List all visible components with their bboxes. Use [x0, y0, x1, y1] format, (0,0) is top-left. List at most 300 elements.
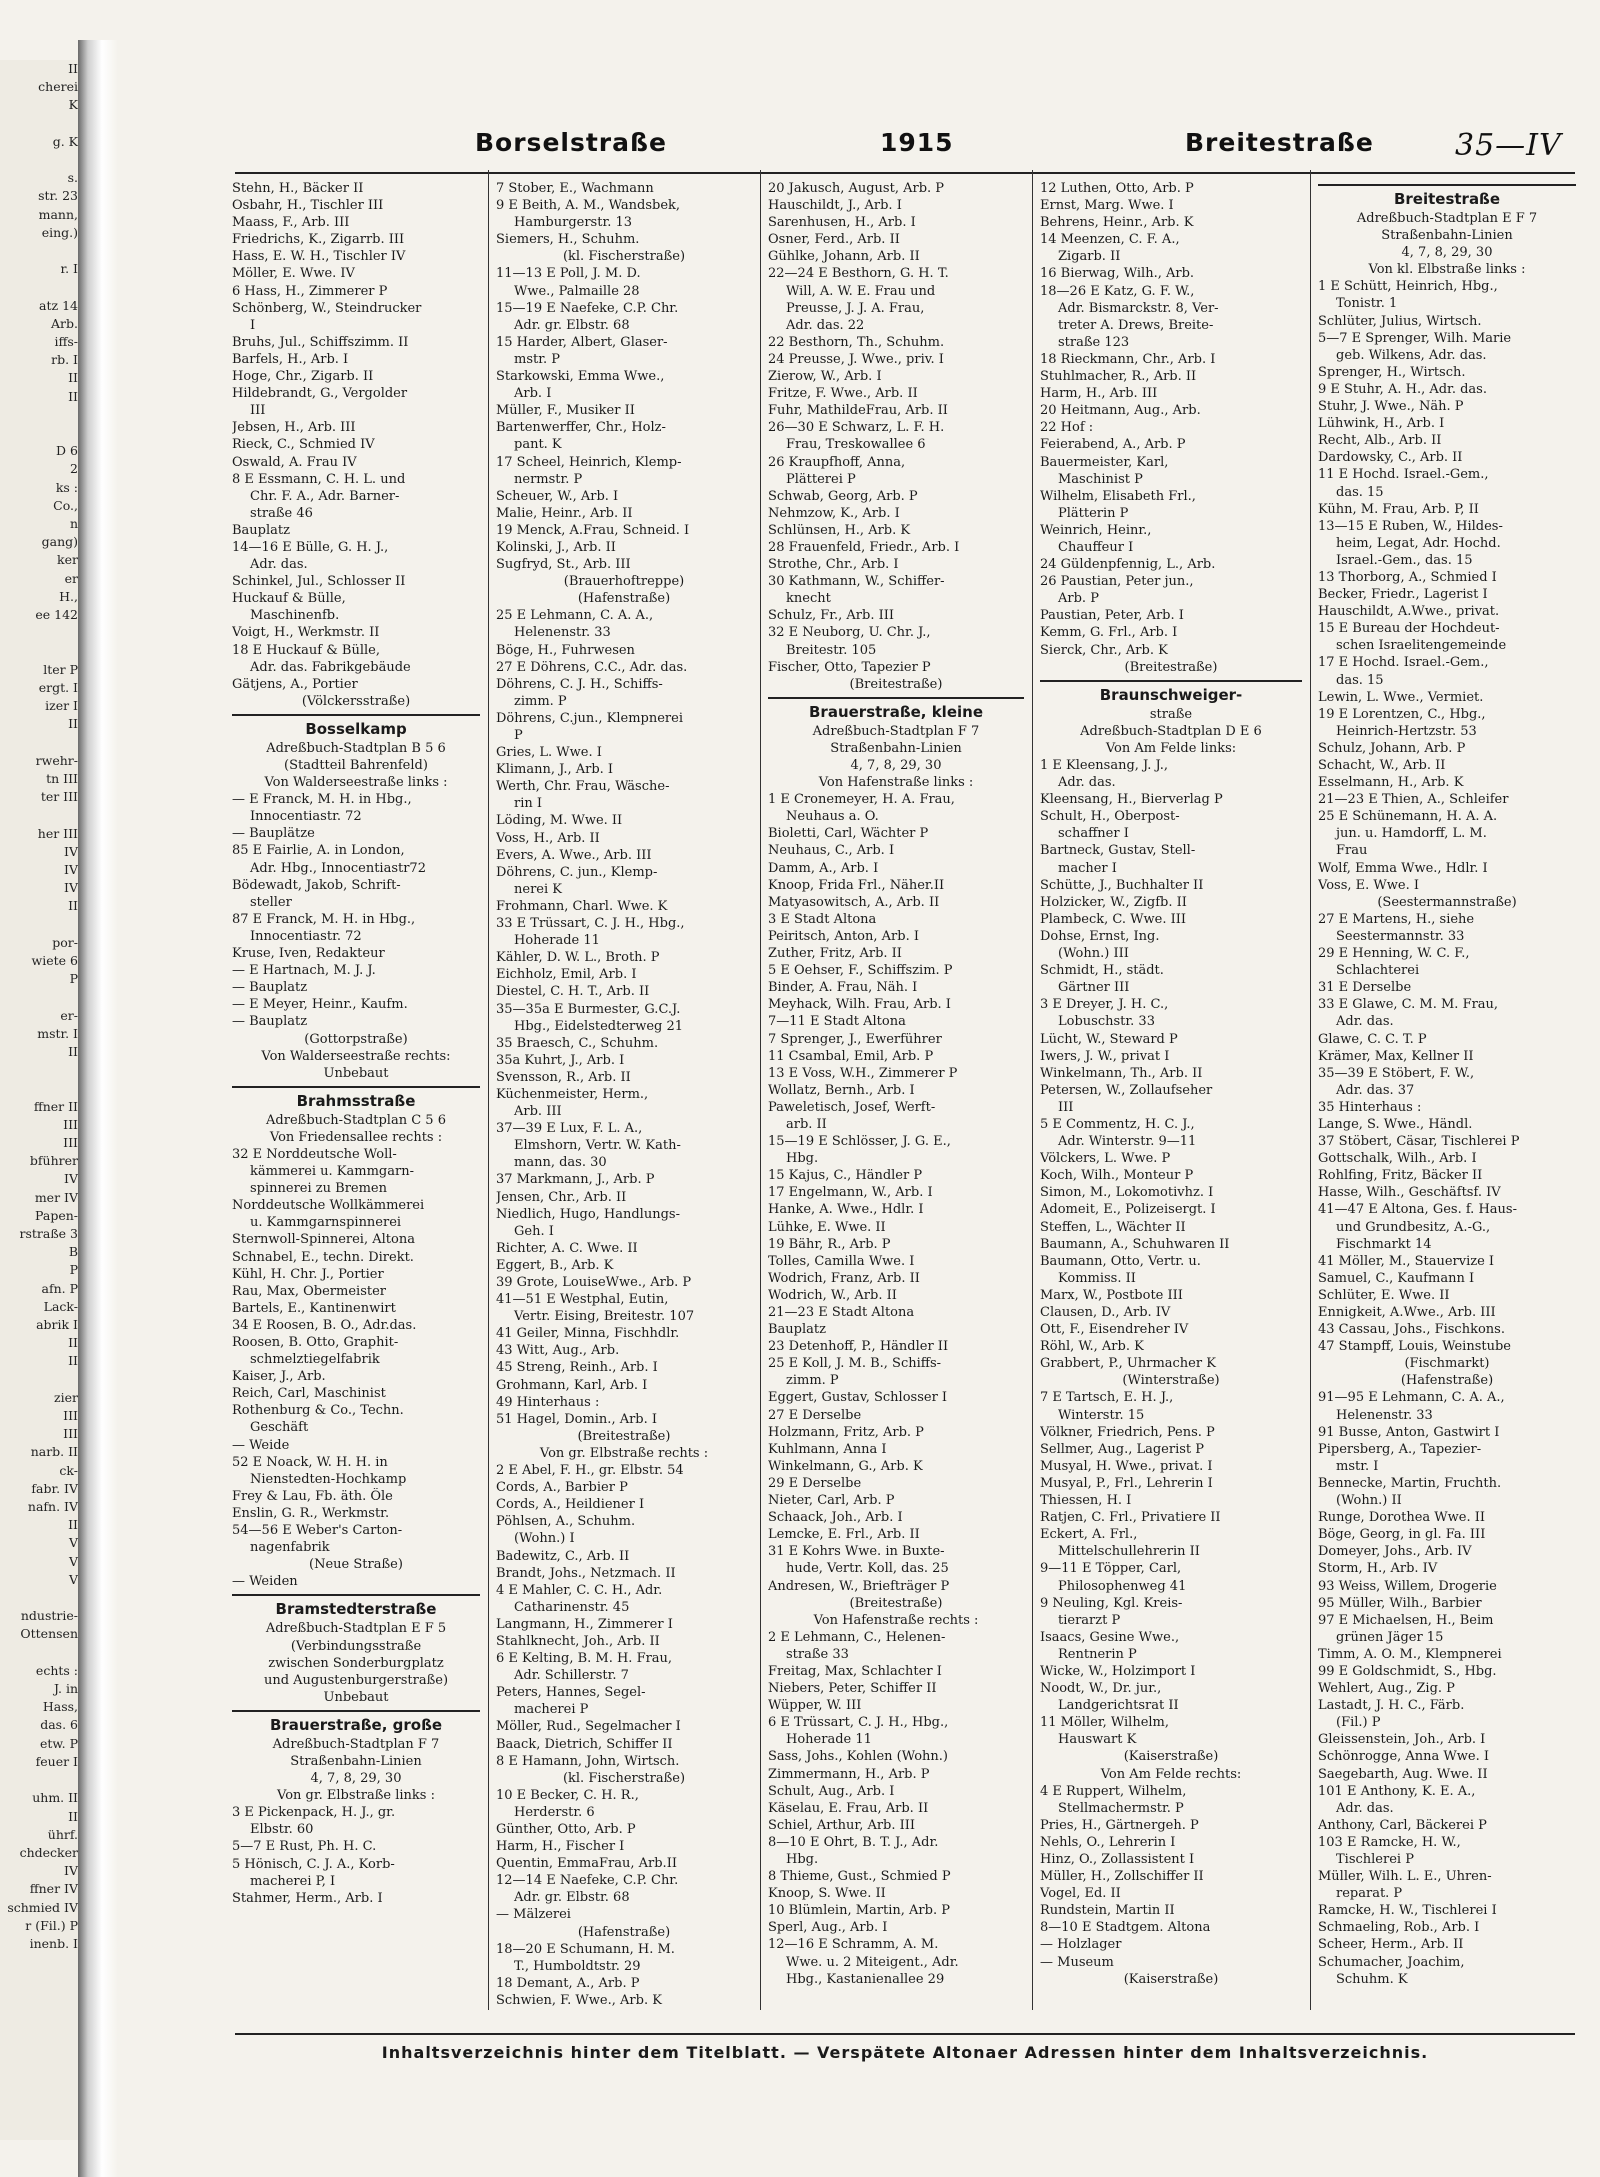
directory-entry: (Brauerhoftreppe): [563, 574, 685, 590]
directory-entry: Winterstr. 15: [1058, 1407, 1145, 1423]
directory-entry: Bioletti, Carl, Wächter P: [768, 826, 929, 842]
directory-entry: 20 Heitmann, Aug., Arb.: [1040, 403, 1201, 419]
directory-entry: 49 Hinterhaus :: [496, 1394, 600, 1410]
margin-fragment: [0, 1771, 78, 1789]
directory-entry: — Weide: [232, 1437, 290, 1453]
directory-entry: 15 Harder, Albert, Glaser-: [496, 334, 668, 350]
directory-entry: Behrens, Heinr., Arb. K: [1040, 215, 1194, 231]
directory-entry: Rohlfing, Fritz, Bäcker II: [1318, 1168, 1483, 1184]
directory-entry: Von gr. Elbstraße links :: [277, 1788, 435, 1804]
directory-entry: Mittelschullehrerin II: [1058, 1544, 1200, 1560]
margin-fragment: [0, 278, 78, 296]
directory-entry: Hbg., Kastanienallee 29: [786, 1971, 945, 1987]
directory-entry: Roosen, B. Otto, Graphit-: [232, 1335, 399, 1350]
directory-entry: 18 E Huckauf & Bülle,: [232, 642, 381, 658]
directory-entry: Gleissenstein, Joh., Arb. I: [1318, 1732, 1486, 1748]
margin-fragment: II: [68, 1043, 78, 1059]
directory-entry: — E Hartnach, M. J. J.: [232, 963, 376, 979]
directory-entry: 41 Möller, M., Stauervize I: [1318, 1253, 1495, 1269]
street-heading: Bramstedterstraße: [232, 1594, 480, 1620]
directory-entry: Helenenstr. 33: [514, 625, 611, 641]
directory-entry: Saegebarth, Aug. Wwe. II: [1318, 1766, 1488, 1782]
directory-entry: pant. K: [514, 437, 562, 453]
directory-entry: Schönberg, W., Steindrucker: [232, 300, 422, 316]
directory-entry: Steffen, L., Wächter II: [1040, 1219, 1186, 1235]
directory-entry: Schulz, Fr., Arb. III: [768, 608, 895, 624]
margin-fragment: eing.): [41, 224, 78, 240]
directory-entry: Von Hafenstraße links :: [818, 775, 974, 791]
directory-entry: Brandt, Johs., Netzmach. II: [496, 1565, 676, 1581]
margin-fragment: rwehr-: [35, 752, 78, 768]
margin-fragment: nafn. IV: [27, 1499, 78, 1515]
directory-entry: Frau, Treskowallee 6: [786, 437, 926, 453]
directory-entry: Adr. das. 22: [786, 317, 865, 333]
directory-entry: Rau, Max, Obermeister: [232, 1283, 387, 1299]
directory-entry: Ernst, Marg. Wwe. I: [1040, 198, 1174, 214]
directory-entry: Zigarb. II: [1058, 249, 1121, 265]
directory-entry: 37 Markmann, J., Arb. P: [496, 1172, 655, 1188]
directory-entry: 8 E Hamann, John, Wirtsch.: [496, 1753, 680, 1769]
directory-entry: Will, A. W. E. Frau und: [786, 283, 936, 299]
directory-entry: Maschinist P: [1058, 471, 1143, 487]
directory-entry: 22 Besthorn, Th., Schuhm.: [768, 334, 945, 350]
directory-entry: Röhl, W., Arb. K: [1040, 1339, 1144, 1355]
header-right-street: Breitestraße: [1185, 128, 1374, 157]
directory-entry: Hildebrandt, G., Vergolder: [232, 386, 408, 402]
margin-fragment: zier: [54, 1389, 78, 1405]
directory-entry: mann, das. 30: [514, 1155, 607, 1171]
directory-entry: Neuhaus a. O.: [786, 809, 879, 825]
directory-entry: 35—39 E Stöbert, F. W.,: [1318, 1065, 1475, 1081]
directory-entry: Arb. I: [514, 386, 552, 402]
directory-entry: 1 E Schütt, Heinrich, Hbg.,: [1318, 279, 1498, 295]
directory-entry: 19 Bähr, R., Arb. P: [768, 1236, 891, 1252]
directory-entry: Weinrich, Heinr.,: [1040, 522, 1152, 538]
directory-entry: Schult, H., Oberpost-: [1040, 809, 1180, 825]
directory-entry: Hoherade 11: [786, 1732, 872, 1748]
margin-fragment: Co.,: [53, 497, 78, 513]
directory-entry: Feierabend, A., Arb. P: [1040, 437, 1186, 453]
directory-entry: Hbg.: [786, 1852, 819, 1867]
directory-entry: Straßenbahn-Linien: [830, 740, 962, 756]
directory-entry: Möller, Rud., Segelmacher I: [496, 1719, 681, 1735]
directory-entry: Kähler, D. W. L., Broth. P: [496, 950, 660, 966]
directory-entry: — Bauplätze: [232, 826, 315, 842]
margin-fragment: IV: [64, 880, 78, 896]
directory-entry: 4, 7, 8, 29, 30: [310, 1771, 402, 1787]
margin-fragment: rstraße 3: [19, 1226, 78, 1241]
directory-entry: Wolf, Emma Wwe., Hdlr. I: [1318, 860, 1488, 876]
directory-entry: 52 E Noack, W. H. H. in: [232, 1454, 388, 1470]
directory-entry: 14 Meenzen, C. F. A.,: [1040, 232, 1180, 248]
directory-entry: Lobuschstr. 33: [1058, 1014, 1155, 1030]
directory-entry: Möller, E. Wwe. IV: [232, 266, 355, 282]
directory-entry: Bartels, E., Kantinenwirt: [232, 1300, 396, 1316]
directory-entry: Osner, Ferd., Arb. II: [768, 232, 900, 248]
margin-fragment: [0, 734, 78, 752]
margin-fragment: II: [68, 370, 78, 386]
margin-fragment: wiete 6: [31, 952, 78, 968]
directory-entry: Bödewadt, Jakob, Schrift-: [232, 877, 401, 893]
directory-entry: — Weiden: [232, 1574, 298, 1590]
directory-entry: Hbg., Eidelstedterweg 21: [514, 1018, 684, 1034]
directory-entry: Nieter, Carl, Arb. P: [768, 1493, 895, 1509]
directory-entry: Preusse, J. J. A. Frau,: [786, 300, 925, 316]
directory-entry: Völckers, L. Wwe. P: [1040, 1151, 1171, 1167]
margin-fragment: er: [64, 570, 78, 586]
directory-entry: 18 Rieckmann, Chr., Arb. I: [1040, 351, 1216, 367]
column-divider: [1310, 170, 1311, 2010]
directory-entry: 8 E Essmann, C. H. L. und: [232, 471, 406, 487]
directory-entry: 26 Kraupfhoff, Anna,: [768, 454, 906, 470]
directory-entry: Knoop, S. Wwe. II: [768, 1886, 886, 1902]
directory-entry: Adreßbuch-Stadtplan E F 5: [265, 1621, 447, 1637]
directory-entry: Unbebaut: [323, 1065, 389, 1081]
margin-fragment: ck-: [59, 1462, 78, 1478]
directory-entry: Von Walderseestraße links :: [264, 775, 448, 791]
directory-entry: Gries, L. Wwe. I: [496, 745, 602, 761]
directory-entry: 16 Bierwag, Wilh., Arb.: [1040, 266, 1195, 282]
margin-fragment: [0, 115, 78, 133]
directory-entry: Heinrich-Hertzstr. 53: [1336, 723, 1477, 739]
directory-entry: Rothenburg & Co., Techn.: [232, 1403, 404, 1419]
directory-entry: Böge, Georg, in gl. Fa. III: [1318, 1527, 1486, 1543]
directory-entry: Adr. Hbg., Innocentiastr72: [250, 860, 426, 876]
directory-entry: Stahlknecht, Joh., Arb. II: [496, 1633, 660, 1649]
margin-fragment: IV: [64, 843, 78, 859]
directory-entry: Adr. das.: [1058, 775, 1116, 791]
directory-entry: Fuhr, MathildeFrau, Arb. II: [768, 403, 948, 419]
directory-entry: 10 E Becker, C. H. R.,: [496, 1787, 639, 1803]
directory-entry: 9 E Beith, A. M., Wandsbek,: [496, 198, 681, 214]
directory-entry: (Kaiserstraße): [1123, 1749, 1219, 1765]
directory-entry: Schlüter, Julius, Wirtsch.: [1318, 313, 1482, 329]
margin-fragment: [0, 1371, 78, 1389]
directory-entry: Eggert, Gustav, Schlosser I: [768, 1390, 948, 1406]
directory-entry: Schacht, W., Arb. II: [1318, 758, 1446, 773]
book-gutter: [78, 40, 118, 2177]
margin-fragment: II: [68, 898, 78, 914]
directory-entry: Innocentiastr. 72: [250, 928, 362, 944]
column-divider: [488, 170, 489, 2010]
directory-entry: Damm, A., Arb. I: [768, 860, 879, 876]
directory-entry: Sternwoll-Spinnerei, Altona: [232, 1232, 415, 1248]
directory-entry: spinnerei zu Bremen: [250, 1181, 387, 1197]
directory-entry: reparat. P: [1336, 1886, 1403, 1902]
directory-entry: 27 E Derselbe: [768, 1407, 862, 1423]
directory-entry: Israel.-Gem., das. 15: [1336, 552, 1473, 568]
directory-entry: 97 E Michaelsen, H., Beim: [1318, 1612, 1494, 1628]
directory-entry: 17 Scheel, Heinrich, Klemp-: [496, 454, 682, 470]
directory-entry: 9—11 E Töpper, Carl,: [1040, 1561, 1182, 1577]
directory-entry: Peiritsch, Anton, Arb. I: [768, 928, 919, 944]
directory-entry: Fischmarkt 14: [1336, 1236, 1432, 1252]
directory-entry: Catharinenstr. 45: [514, 1599, 630, 1615]
directory-entry: Von kl. Elbstraße links :: [1368, 262, 1526, 278]
directory-entry: Adreßbuch-Stadtplan D E 6: [1080, 723, 1262, 739]
directory-entry: Hinz, O., Zollassistent I: [1040, 1852, 1195, 1867]
directory-entry: Baumann, Otto, Vertr. u.: [1040, 1253, 1201, 1269]
directory-entry: 12—16 E Schramm, A. M.: [768, 1937, 939, 1953]
directory-entry: Adreßbuch-Stadtplan F 7: [812, 723, 980, 739]
column-divider: [1032, 170, 1033, 2010]
directory-entry: Langmann, H., Zimmerer I: [496, 1616, 673, 1632]
directory-entry: III: [250, 403, 266, 419]
directory-entry: Klimann, J., Arb. I: [496, 762, 614, 778]
directory-entry: 35a Kuhrt, J., Arb. I: [496, 1052, 625, 1068]
margin-fragment: P: [69, 971, 78, 987]
directory-entry: Sass, Johs., Kohlen (Wohn.): [768, 1749, 948, 1765]
margin-fragment: inenb. I: [29, 1935, 78, 1951]
directory-entry: Schlünsen, H., Arb. K: [768, 522, 911, 538]
directory-entry: — Mälzerei: [496, 1907, 571, 1923]
directory-entry: Tonistr. 1: [1336, 296, 1398, 312]
margin-fragment: V: [68, 1571, 78, 1587]
directory-entry: Schwien, F. Wwe., Arb. K: [496, 1992, 662, 2008]
directory-entry: Adomeit, E., Polizeisergt. I: [1040, 1202, 1216, 1218]
directory-entry: hude, Vertr. Koll, das. 25: [786, 1561, 949, 1577]
directory-entry: Werth, Chr. Frau, Wäsche-: [496, 779, 670, 795]
directory-entry: Domeyer, Johs., Arb. IV: [1318, 1544, 1472, 1560]
directory-entry: Nehls, O., Lehrerin I: [1040, 1834, 1176, 1850]
directory-entry: Wwe. u. 2 Miteigent., Adr.: [786, 1954, 959, 1970]
directory-entry: 12—14 E Naefeke, C.P. Chr.: [496, 1873, 679, 1889]
directory-entry: macherei P, I: [250, 1873, 336, 1889]
directory-entry: 45 Streng, Reinh., Arb. I: [496, 1360, 658, 1376]
directory-entry: Von Am Felde rechts:: [1100, 1766, 1242, 1782]
directory-entry: Schnabel, E., techn. Direkt.: [232, 1249, 414, 1265]
directory-entry: (Wohn.) II: [1336, 1493, 1402, 1509]
directory-entry: Knoop, Frida Frl., Näher.II: [768, 877, 945, 893]
directory-entry: Zuther, Fritz, Arb. II: [768, 946, 902, 962]
directory-entry: 27 E Döhrens, C.C., Adr. das.: [496, 659, 688, 675]
directory-entry: Norddeutsche Wollkämmerei: [232, 1198, 425, 1214]
directory-entry: schen Israelitengemeinde: [1336, 638, 1507, 654]
directory-entry: Vogel, Ed. II: [1040, 1886, 1121, 1902]
directory-entry: 9 E Stuhr, A. H., Adr. das.: [1318, 381, 1487, 397]
directory-entry: Eggert, B., Arb. K: [496, 1257, 614, 1273]
margin-fragment: r. I: [60, 261, 78, 277]
directory-entry: 5—7 E Rust, Ph. H. C.: [232, 1839, 377, 1855]
directory-entry: Straßenbahn-Linien: [290, 1753, 422, 1769]
directory-entry: Isaacs, Gesine Wwe.,: [1040, 1629, 1180, 1645]
page-footer: Inhaltsverzeichnis hinter dem Titelblatt. — Verspätete Altonaer Adressen hinter dem Inhaltsverzeichnis.: [381, 2043, 1429, 2062]
directory-entry: Rieck, C., Schmied IV: [232, 437, 375, 453]
directory-entry: Reich, Carl, Maschinist: [232, 1386, 386, 1402]
directory-entry: Richter, A. C. Wwe. II: [496, 1240, 638, 1256]
directory-entry: 87 E Franck, M. H. in Hbg.,: [232, 911, 416, 927]
street-heading: Bosselkamp: [232, 714, 480, 740]
directory-entry: Pöhlsen, A., Schuhm.: [496, 1514, 636, 1530]
directory-entry: 28 Frauenfeld, Friedr., Arb. I: [768, 539, 960, 555]
directory-entry: 12 Luthen, Otto, Arb. P: [1040, 181, 1194, 196]
directory-entry: Unbebaut: [323, 1689, 389, 1705]
margin-fragment: II: [68, 61, 78, 76]
footer-rule: [235, 2033, 1575, 2035]
directory-entry: Kühn, M. Frau, Arb. P, II: [1318, 501, 1479, 517]
directory-entry: 39 Grote, LouiseWwe., Arb. P: [496, 1275, 692, 1290]
directory-entry: 14—16 E Bülle, G. H. J.,: [232, 539, 389, 555]
margin-fragment: [0, 1061, 78, 1079]
directory-entry: (kl. Fischerstraße): [562, 249, 686, 265]
directory-entry: 51 Hagel, Domin., Arb. I: [496, 1411, 658, 1427]
margin-fragment: uhm. II: [32, 1790, 78, 1806]
directory-entry: 43 Cassau, Johs., Fischkons.: [1318, 1322, 1505, 1338]
directory-entry: Schult, Aug., Arb. I: [768, 1783, 895, 1799]
directory-entry: III: [1058, 1099, 1074, 1115]
directory-entry: Adr. gr. Elbstr. 68: [514, 317, 630, 333]
street-heading: Brahmsstraße: [232, 1086, 480, 1112]
directory-entry: 2 E Lehmann, C., Helenen-: [768, 1629, 946, 1645]
directory-entry: Schmaeling, Rob., Arb. I: [1318, 1920, 1480, 1936]
directory-entry: Wodrich, Franz, Arb. II: [768, 1270, 920, 1286]
directory-entry: 31 E Derselbe: [1318, 980, 1412, 996]
directory-entry: 15 Kajus, C., Händler P: [768, 1168, 923, 1184]
directory-entry: (Kaiserstraße): [1123, 1971, 1219, 1987]
directory-entry: Arb. P: [1058, 591, 1099, 607]
directory-entry: 11 E Hochd. Israel.-Gem.,: [1318, 467, 1489, 483]
directory-entry: (Hafenstraße): [1400, 1373, 1494, 1389]
directory-entry: Schlachterei: [1336, 963, 1420, 979]
directory-entry: Pries, H., Gärtnergeh. P: [1040, 1817, 1199, 1833]
directory-entry: Samuel, C., Kaufmann I: [1318, 1270, 1475, 1286]
directory-entry: Wüpper, W. III: [768, 1698, 862, 1714]
directory-entry: Voigt, H., Werkmstr. II: [232, 625, 380, 641]
directory-entry: Von Am Felde links:: [1105, 740, 1237, 756]
directory-entry: Stuhlmacher, R., Arb. II: [1040, 369, 1197, 385]
directory-entry: Schuhm. K: [1336, 1971, 1408, 1987]
directory-entry: Anthony, Carl, Bäckerei P: [1318, 1817, 1487, 1833]
directory-entry: Petersen, W., Zollaufseher: [1040, 1082, 1213, 1098]
directory-entry: 1 E Cronemeyer, H. A. Frau,: [768, 792, 955, 808]
directory-entry: Freitag, Max, Schlachter I: [768, 1663, 942, 1679]
directory-entry: Adr. Winterstr. 9—11: [1058, 1134, 1197, 1150]
directory-entry: Hbg.: [786, 1151, 819, 1167]
directory-entry: Schiel, Arthur, Arb. III: [768, 1817, 916, 1833]
directory-entry: Landgerichtsrat II: [1058, 1698, 1179, 1714]
directory-entry: Fritze, F. Wwe., Arb. II: [768, 386, 918, 402]
directory-entry: 13—15 E Ruben, W., Hildes-: [1318, 518, 1503, 534]
margin-fragment: II: [68, 716, 78, 732]
directory-entry: Starkowski, Emma Wwe.,: [496, 369, 665, 385]
margin-fragment: [0, 988, 78, 1006]
directory-entry: Harm, H., Arb. III: [1040, 386, 1158, 402]
directory-entry: Kruse, Iven, Redakteur: [232, 946, 385, 962]
directory-entry: Wodrich, W., Arb. II: [768, 1287, 897, 1303]
directory-entry: 8—10 E Ohrt, B. T. J., Adr.: [768, 1834, 939, 1850]
directory-entry: macher I: [1058, 860, 1117, 876]
directory-entry: 11 Csambal, Emil, Arb. P: [768, 1048, 934, 1064]
margin-fragment: [0, 1079, 78, 1097]
directory-entry: Adr. das. Fabrikgebäude: [250, 659, 411, 675]
directory-entry: Schwab, Georg, Arb. P: [768, 488, 918, 504]
directory-entry: Hauswart K: [1058, 1732, 1137, 1748]
directory-entry: (Breitestraße): [1124, 659, 1218, 675]
directory-entry: Baumann, A., Schuhwaren II: [1040, 1236, 1230, 1252]
directory-entry: Stehn, H., Bäcker II: [232, 181, 364, 196]
directory-entry: Barfels, H., Arb. I: [232, 351, 349, 367]
directory-entry: Adr. das.: [1336, 1800, 1394, 1816]
directory-entry: Ratjen, C. Frl., Privatiere II: [1040, 1510, 1221, 1526]
directory-entry: Von Walderseestraße rechts:: [261, 1048, 451, 1064]
directory-entry: 33 E Glawe, C. M. M. Frau,: [1318, 997, 1499, 1013]
directory-entry: Döhrens, C. J. H., Schiffs-: [496, 676, 663, 692]
directory-entry: mstr. I: [1336, 1458, 1379, 1474]
directory-entry: Matyasowitsch, A., Arb. II: [768, 894, 940, 910]
directory-entry: 41 Geiler, Minna, Fischhdlr.: [496, 1326, 680, 1342]
directory-entry: und Augustenburgerstraße): [263, 1672, 449, 1688]
directory-entry: Ott, F., Eisendreher IV: [1040, 1322, 1189, 1338]
directory-entry: Schönrogge, Anna Wwe. I: [1318, 1749, 1489, 1765]
directory-entry: Binder, A. Frau, Näh. I: [768, 980, 918, 996]
margin-fragment: [0, 424, 78, 442]
directory-entry: 17 E Hochd. Israel.-Gem.,: [1318, 655, 1489, 671]
directory-entry: 31 E Kohrs Wwe. in Buxte-: [768, 1544, 945, 1560]
directory-entry: Frey & Lau, Fb. äth. Öle: [232, 1488, 393, 1504]
directory-entry: 11—13 E Poll, J. M. D.: [496, 266, 641, 282]
margin-fragment: IV: [64, 1863, 78, 1879]
margin-fragment: II: [68, 1335, 78, 1351]
directory-entry: nermstr. P: [514, 471, 583, 487]
street-heading: Braunschweiger-: [1040, 680, 1302, 706]
directory-entry: Frohmann, Charl. Wwe. K: [496, 898, 668, 914]
directory-entry: Stahmer, Herm., Arb. I: [232, 1890, 383, 1906]
directory-entry: jun. u. Hamdorff, L. M.: [1336, 826, 1487, 842]
directory-entry: Malie, Heinr., Arb. II: [496, 505, 633, 521]
margin-fragment: [0, 1589, 78, 1607]
directory-entry: — E Franck, M. H. in Hbg.,: [232, 792, 412, 808]
directory-entry: (Breitestraße): [849, 676, 943, 692]
directory-entry: nagenfabrik: [250, 1540, 330, 1556]
directory-entry: 8 Thieme, Gust., Schmied P: [768, 1869, 951, 1885]
directory-entry: treter A. Drews, Breite-: [1058, 317, 1214, 333]
directory-entry: 29 E Henning, W. C. F.,: [1318, 946, 1470, 962]
directory-entry: 9 Neuling, Kgl. Kreis-: [1040, 1595, 1183, 1611]
directory-entry: (Seestermannstraße): [1377, 894, 1517, 910]
directory-entry: Voss, H., Arb. II: [496, 830, 600, 846]
directory-entry: Friedrichs, K., Zigarrb. III: [232, 232, 405, 248]
directory-entry: Paustian, Peter, Arb. I: [1040, 608, 1184, 624]
directory-entry: Rundstein, Martin II: [1040, 1903, 1175, 1919]
directory-entry: Kommiss. II: [1058, 1270, 1136, 1286]
directory-entry: Musyal, P., Frl., Lehrerin I: [1040, 1475, 1213, 1491]
directory-entry: 15 E Bureau der Hochdeut-: [1318, 621, 1500, 637]
margin-fragment: mann,: [38, 206, 78, 222]
directory-entry: Arb. III: [514, 1104, 562, 1120]
margin-fragment: gang): [41, 534, 78, 550]
directory-entry: Iwers, J. W., privat I: [1040, 1048, 1170, 1064]
margin-fragment: Lack-: [43, 1298, 78, 1314]
margin-fragment: lter P: [43, 661, 78, 677]
margin-fragment: B: [68, 1244, 78, 1260]
directory-entry: Paweletisch, Josef, Werft-: [768, 1099, 936, 1115]
margin-fragment: 2: [70, 461, 78, 477]
directory-entry: Bauermeister, Karl,: [1040, 454, 1169, 470]
directory-entry: Hasse, Wilh., Geschäftsf. IV: [1318, 1185, 1501, 1201]
directory-entry: 24 Preusse, J. Wwe., priv. I: [768, 351, 944, 367]
directory-entry: (Wohn.) I: [514, 1531, 575, 1547]
directory-entry: — Bauplatz: [232, 980, 308, 996]
directory-entry: 7 Sprenger, J., Ewerführer: [768, 1031, 942, 1047]
directory-entry: (Gottorpstraße): [304, 1031, 408, 1047]
directory-entry: Günther, Otto, Arb. P: [496, 1822, 636, 1837]
margin-fragment: fabr. IV: [31, 1480, 78, 1496]
directory-entry: 43 Witt, Aug., Arb.: [496, 1343, 620, 1359]
directory-entry: 6 E Trüssart, C. J. H., Hbg.,: [768, 1715, 949, 1731]
directory-entry: Kemm, G. Frl., Arb. I: [1040, 625, 1178, 641]
directory-entry: Lastadt, J. H. C., Färb.: [1318, 1698, 1465, 1714]
margin-fragment: str. 23: [38, 188, 78, 204]
